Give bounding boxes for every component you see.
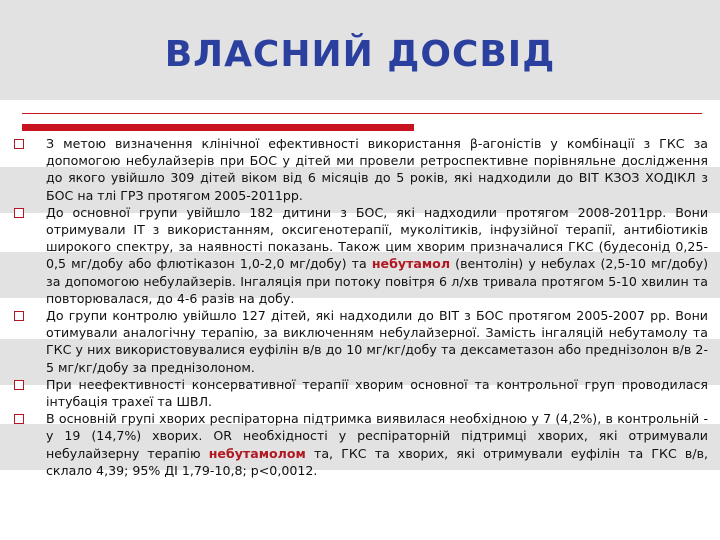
title-divider-thin: [22, 113, 702, 114]
checkbox-bullet-icon: [14, 380, 24, 390]
bullet-text-part: та, ГКС та хворих, які отримували еуфілін та ГКС в/в, склало 4,39; 95% ДІ 1,79-10,8; р<0,0012.: [46, 445, 708, 478]
bullet-item: [14, 204, 708, 307]
bullet-item: [14, 135, 708, 204]
drug-highlight: небутамолом: [208, 445, 306, 461]
checkbox-bullet-icon: [14, 208, 24, 218]
bullet-text-part: До основної групи увійшло 182 дитини з БОС, які надходили протягом 2008-2011рр. Вони отримували ІТ з використанням, оксигенотерапії, муколітиків, інфузійної терапії, антибіотиків широкого спектру, за наявності показань. Також цим хворим призначалися ГКС (будесонід 0,25-0,5 мг/добу або флютіказон 1,0-2,0 мг/добу) та: [46, 204, 708, 272]
drug-highlight: небутамол: [371, 256, 451, 272]
bullet-text: При неефективності консервативної терапії хворим основної та контрольної груп проводилася інтубація трахеї та ШВЛ.: [46, 376, 708, 410]
bullet-text-part: (вентолін) у небулах (2,5-10 мг/добу) за допомогою небулайзерів. Інгаляція при потоку повітря 6 л/хв тривала протягом 5-10 хвилин та повторювалася, до 4-6 разів на добу.: [46, 256, 708, 306]
bullet-text: [46, 205, 708, 306]
bullet-text: До групи контролю увійшло 127 дітей, які надходили до ВІТ з БОС протягом 2005-2007 рр. Вони отимували аналогічну терапію, за виключенням небулайзерної. Замість інгаляцій небутамолу та ГКС у них використовувалися еуфілін в/в до 10 мг/кг/добу та дексаметазон або преднізолон в/в 2-5 мг/кг/добу за преднізолоном.: [46, 308, 708, 375]
bullet-text-part: В основній групі хворих респіраторна підтримка виявилася необхідною у 7 (4,2%), в контрольній - у 19 (14,7%) хворих. OR необхідності у респіраторній підтримці хворих, які отримували небулайзерну терапію: [46, 411, 708, 461]
bullet-item: [14, 376, 708, 410]
title-divider-thick: [22, 124, 414, 131]
bullet-item: [14, 410, 708, 479]
checkbox-bullet-icon: [14, 311, 24, 321]
slide-title: ВЛАСНИЙ ДОСВІД: [164, 34, 556, 75]
bullet-text: З метою визначення клінічної ефективності використання β-агоністів у комбінації з ГКС за допомогою небулайзерів при БОС у дітей ми провели ретроспективне порівняльне дослідження до якого увійшло 309 дітей віком від 6 місяців до 5 років, які надходили до ВІТ КЗОЗ ХОДІКЛ з БОС на тлі ГРЗ протягом 2005-2011рр.: [46, 136, 708, 203]
checkbox-bullet-icon: [14, 139, 24, 149]
checkbox-bullet-icon: [14, 414, 24, 424]
bullet-list: [14, 135, 708, 479]
bullet-text: [46, 411, 708, 478]
bullet-item: [14, 307, 708, 376]
